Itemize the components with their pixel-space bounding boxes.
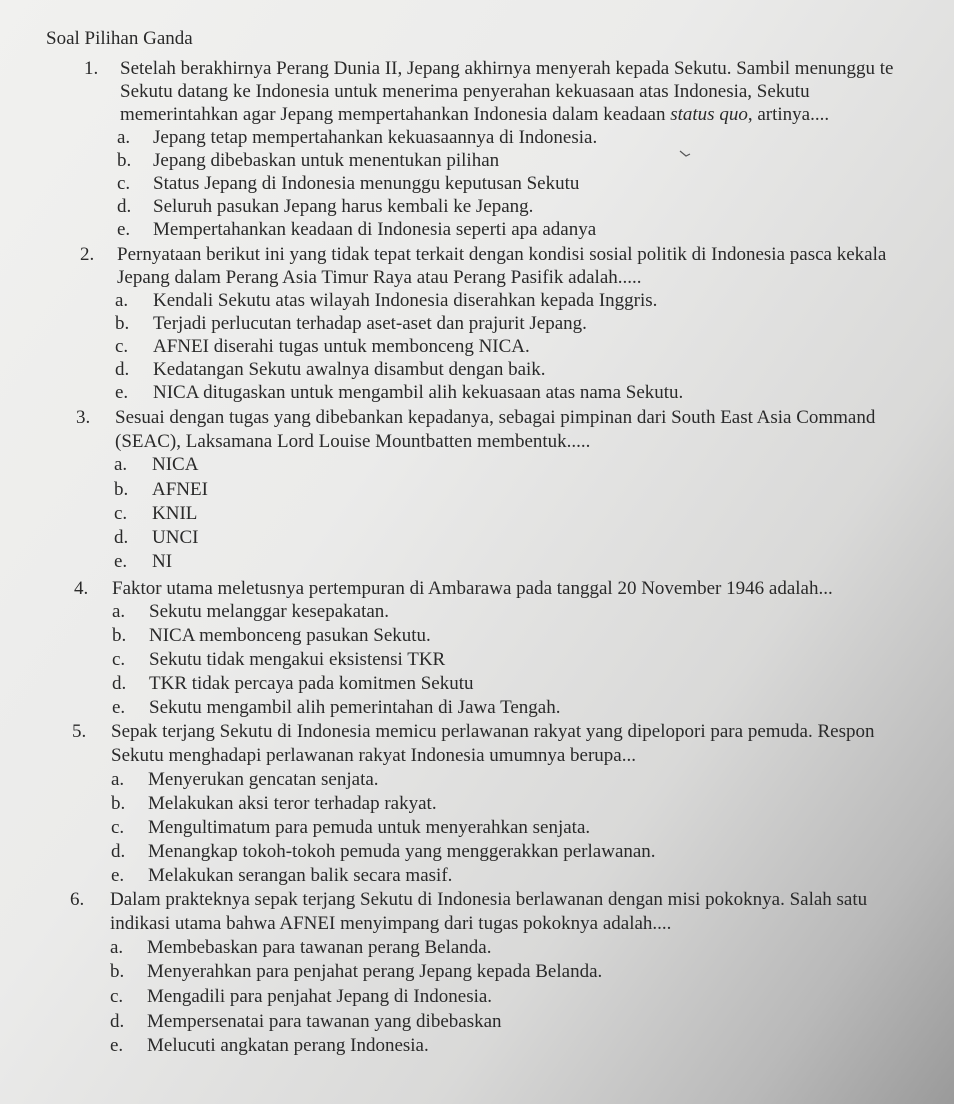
question-number: 5. bbox=[72, 721, 87, 742]
question-text-line: Sesuai dengan tugas yang dibebankan kepadanya, sebagai pimpinan dari South East Asia Command bbox=[115, 407, 876, 428]
question-text-line: Sepak terjang Sekutu di Indonesia memicu perlawanan rakyat yang dipelopori para pemuda. Respon bbox=[111, 721, 875, 742]
question-4 bbox=[74, 577, 88, 600]
option-letter: d. bbox=[111, 841, 126, 862]
question-text-line: Dalam prakteknya sepak terjang Sekutu di Indonesia berlawanan dengan misi pokoknya. Salah satu bbox=[110, 889, 868, 910]
answer-option bbox=[115, 289, 657, 312]
question-text-italic: status quo bbox=[670, 104, 748, 125]
option-text: UNCI bbox=[152, 527, 199, 548]
option-text: TKR tidak percaya pada komitmen Sekutu bbox=[149, 673, 474, 694]
answer-option bbox=[114, 550, 172, 573]
question-number: 3. bbox=[76, 407, 91, 428]
option-text: Kedatangan Sekutu awalnya disambut dengan baik. bbox=[153, 359, 546, 380]
answer-option bbox=[112, 624, 431, 647]
answer-option bbox=[110, 1034, 429, 1057]
answer-option bbox=[111, 816, 590, 839]
option-text: Membebaskan para tawanan perang Belanda. bbox=[147, 937, 492, 958]
option-letter: a. bbox=[111, 769, 125, 790]
option-text: AFNEI diserahi tugas untuk membonceng NICA. bbox=[153, 336, 530, 357]
option-letter: c. bbox=[111, 817, 125, 838]
question-text-line: Jepang dalam Perang Asia Timur Raya atau Perang Pasifik adalah..... bbox=[117, 267, 642, 288]
option-text: Mengadili para penjahat Jepang di Indonesia. bbox=[147, 986, 493, 1007]
option-text: Status Jepang di Indonesia menunggu keputusan Sekutu bbox=[153, 173, 580, 194]
option-text: Sekutu melanggar kesepakatan. bbox=[149, 601, 390, 622]
answer-option bbox=[114, 526, 198, 549]
option-text: Jepang tetap mempertahankan kekuasaannya di Indonesia. bbox=[153, 127, 598, 148]
option-letter: d. bbox=[114, 527, 129, 548]
option-letter: b. bbox=[110, 961, 125, 982]
option-text: KNIL bbox=[152, 503, 198, 524]
answer-option bbox=[112, 672, 474, 695]
answer-option bbox=[110, 1010, 502, 1033]
answer-option bbox=[110, 936, 492, 959]
option-letter: e. bbox=[110, 1035, 124, 1056]
option-letter: e. bbox=[117, 219, 131, 240]
option-letter: c. bbox=[115, 336, 129, 357]
option-text: Menyerahkan para penjahat perang Jepang kepada Belanda. bbox=[147, 961, 603, 982]
option-letter: a. bbox=[117, 127, 131, 148]
answer-option bbox=[117, 126, 597, 149]
question-text-line bbox=[120, 103, 829, 126]
option-letter: c. bbox=[110, 986, 124, 1007]
answer-option bbox=[117, 172, 579, 195]
option-text: Melakukan aksi teror terhadap rakyat. bbox=[148, 793, 437, 814]
question-text-line: (SEAC), Laksamana Lord Louise Mountbatten membentuk..... bbox=[115, 431, 591, 452]
question-text-line: Sekutu menghadapi perlawanan rakyat Indonesia umumnya berupa... bbox=[111, 745, 636, 766]
option-letter: d. bbox=[110, 1011, 125, 1032]
answer-option bbox=[114, 478, 208, 501]
answer-option bbox=[111, 792, 437, 815]
answer-option bbox=[117, 149, 499, 172]
answer-option bbox=[115, 312, 587, 335]
option-text: Sekutu mengambil alih pemerintahan di Jawa Tengah. bbox=[149, 697, 561, 718]
section-heading: Soal Pilihan Ganda bbox=[46, 28, 193, 49]
question-text-part: , artinya.... bbox=[747, 104, 830, 125]
option-letter: a. bbox=[114, 454, 128, 475]
option-text: Mempersenatai para tawanan yang dibebaskan bbox=[147, 1011, 502, 1032]
option-letter: d. bbox=[112, 673, 127, 694]
answer-option bbox=[115, 335, 530, 358]
answer-option bbox=[112, 648, 445, 671]
option-text: Kendali Sekutu atas wilayah Indonesia diserahkan kepada Inggris. bbox=[153, 290, 658, 311]
question-6 bbox=[70, 888, 84, 911]
question-text-line: Setelah berakhirnya Perang Dunia II, Jepang akhirnya menyerah kepada Sekutu. Sambil menunggu te bbox=[120, 58, 894, 79]
option-text: Seluruh pasukan Jepang harus kembali ke Jepang. bbox=[153, 196, 534, 217]
answer-option bbox=[115, 381, 683, 404]
option-text: Melakukan serangan balik secara masif. bbox=[148, 865, 453, 886]
option-text: NICA ditugaskan untuk mengambil alih kekuasaan atas nama Sekutu. bbox=[153, 382, 684, 403]
option-letter: a. bbox=[112, 601, 126, 622]
answer-option bbox=[111, 768, 379, 791]
option-letter: b. bbox=[112, 625, 127, 646]
option-letter: d. bbox=[117, 196, 132, 217]
option-letter: b. bbox=[115, 313, 130, 334]
answer-option bbox=[117, 218, 596, 241]
question-number: 1. bbox=[84, 58, 99, 79]
answer-option bbox=[112, 696, 560, 719]
option-letter: e. bbox=[111, 865, 125, 886]
pencil-mark-icon bbox=[679, 150, 691, 158]
option-text: Menyerukan gencatan senjata. bbox=[148, 769, 379, 790]
answer-option bbox=[114, 453, 198, 476]
option-text: Melucuti angkatan perang Indonesia. bbox=[147, 1035, 429, 1056]
option-letter: c. bbox=[114, 503, 128, 524]
answer-option bbox=[111, 864, 452, 887]
option-text: NI bbox=[152, 551, 173, 572]
answer-option bbox=[117, 195, 533, 218]
option-letter: a. bbox=[110, 937, 124, 958]
question-number: 2. bbox=[80, 244, 95, 265]
question-text-line: indikasi utama bahwa AFNEI menyimpang dari tugas pokoknya adalah.... bbox=[110, 913, 672, 934]
question-3 bbox=[76, 406, 90, 429]
option-letter: b. bbox=[117, 150, 132, 171]
question-text-line: Faktor utama meletusnya pertempuran di Ambarawa pada tanggal 20 November 1946 adalah... bbox=[112, 578, 833, 599]
question-text-line: Sekutu datang ke Indonesia untuk menerima penyerahan kekuasaan atas Indonesia, Sekutu bbox=[120, 81, 810, 102]
question-text-line: Pernyataan berikut ini yang tidak tepat terkait dengan kondisi sosial politik di Indonesia pasca kekala bbox=[117, 244, 887, 265]
option-letter: c. bbox=[117, 173, 131, 194]
option-letter: b. bbox=[111, 793, 126, 814]
answer-option bbox=[110, 960, 602, 983]
option-letter: b. bbox=[114, 479, 129, 500]
question-number: 4. bbox=[74, 578, 89, 599]
option-letter: c. bbox=[112, 649, 126, 670]
option-letter: e. bbox=[115, 382, 129, 403]
option-letter: e. bbox=[112, 697, 126, 718]
option-text: NICA membonceng pasukan Sekutu. bbox=[149, 625, 431, 646]
option-text: NICA bbox=[152, 454, 199, 475]
option-letter: e. bbox=[114, 551, 128, 572]
answer-option bbox=[112, 600, 389, 623]
question-2 bbox=[80, 243, 94, 266]
question-text-part: memerintahkan agar Jepang mempertahankan Indonesia dalam keadaan bbox=[120, 104, 671, 125]
option-text: Mengultimatum para pemuda untuk menyerahkan senjata. bbox=[148, 817, 591, 838]
option-text: Terjadi perlucutan terhadap aset-aset dan prajurit Jepang. bbox=[153, 313, 587, 334]
question-number: 6. bbox=[70, 889, 85, 910]
option-text: Menangkap tokoh-tokoh pemuda yang menggerakkan perlawanan. bbox=[148, 841, 656, 862]
option-text: Sekutu tidak mengakui eksistensi TKR bbox=[149, 649, 446, 670]
option-text: Mempertahankan keadaan di Indonesia seperti apa adanya bbox=[153, 219, 597, 240]
option-letter: a. bbox=[115, 290, 129, 311]
question-5 bbox=[72, 720, 86, 743]
answer-option bbox=[110, 985, 492, 1008]
option-letter: d. bbox=[115, 359, 130, 380]
answer-option bbox=[114, 502, 197, 525]
option-text: AFNEI bbox=[152, 479, 208, 500]
answer-option bbox=[115, 358, 546, 381]
answer-option bbox=[111, 840, 656, 863]
option-text: Jepang dibebaskan untuk menentukan pilihan bbox=[153, 150, 500, 171]
